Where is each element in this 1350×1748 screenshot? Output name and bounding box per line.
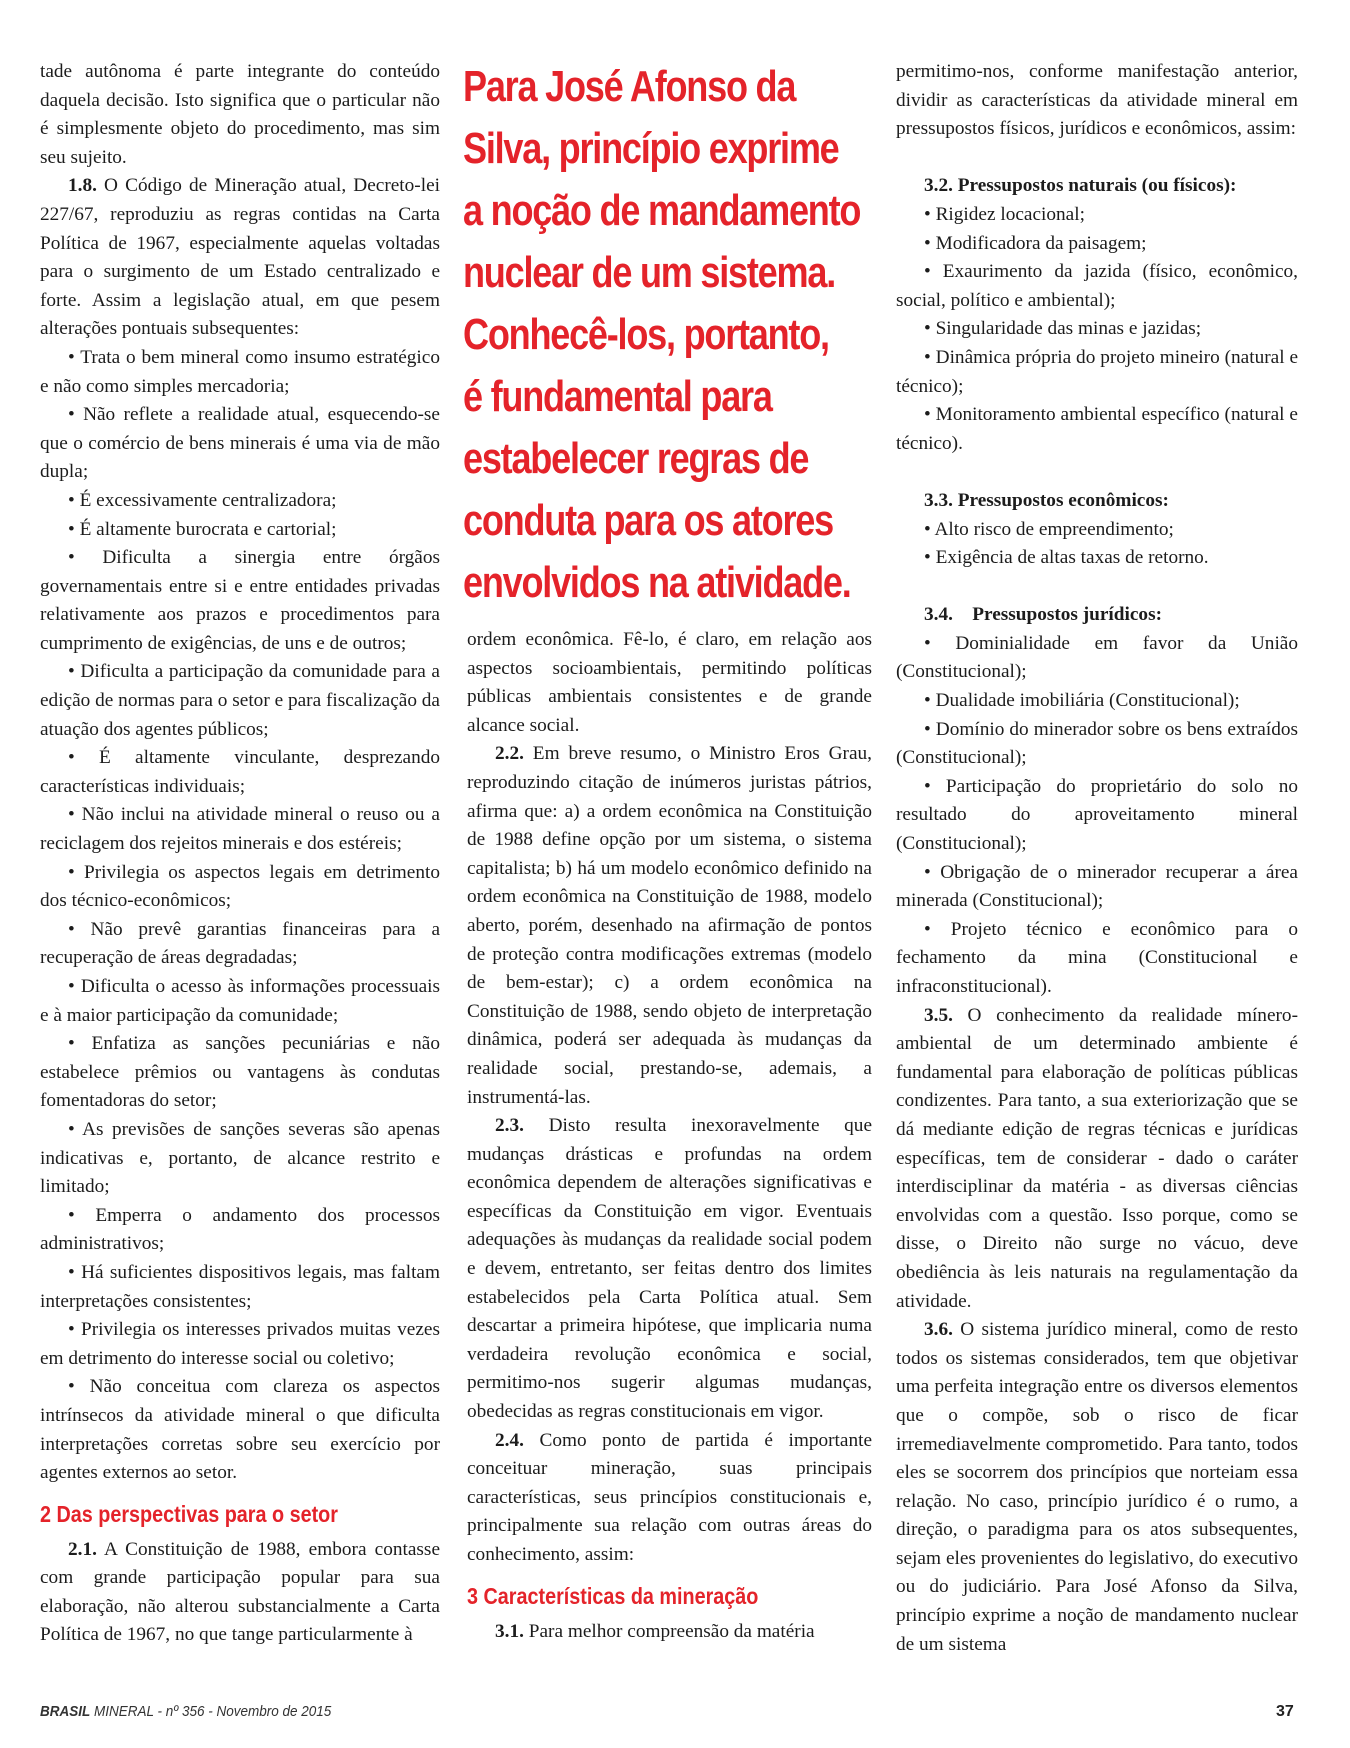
list-item: • Exigência de altas taxas de retorno. <box>924 547 1209 569</box>
list-item: • Dominialidade em favor da União (Constitucional); <box>896 632 1298 683</box>
list-item: • Não conceitua com clareza os aspectos intrínsecos da atividade mineral o que dificulta interpretações corretas sobre seu exercício por agentes externos ao setor. <box>40 1376 440 1484</box>
paragraph-number: 2.1. <box>68 1538 97 1560</box>
subheading-text: 3.3. Pressupostos econômicos: <box>924 489 1169 511</box>
list-item: • Projeto técnico e econômico para o fechamento da mina (Constitucional e infraconstitucional). <box>896 918 1298 997</box>
paragraph-number: 2.2. <box>495 743 524 765</box>
paragraph-number: 2.4. <box>495 1429 524 1451</box>
list-item: • Obrigação de o minerador recuperar a área minerada (Constitucional); <box>896 861 1298 912</box>
list-item: • Singularidade das minas e jazidas; <box>924 318 1202 340</box>
paragraph-text: A Constituição de 1988, embora contasse com grande participação popular para sua elaboração, não alterou substancialmente a Carta Política de 1967, no que tange particularmente à <box>40 1538 440 1646</box>
paragraph-2-3 <box>467 1112 872 1427</box>
issue-info: MINERAL - nº 356 - Novembro de 2015 <box>90 1703 332 1720</box>
pull-quote <box>463 56 861 614</box>
paragraph-number: 3.1. <box>495 1620 524 1642</box>
bullet-list-3-3 <box>896 516 1298 573</box>
paragraph-number: 2.3. <box>495 1115 524 1137</box>
list-item: • Exaurimento da jazida (físico, econômico, social, político e ambiental); <box>896 261 1298 311</box>
subheading-text: 3.4. Pressupostos jurídicos: <box>924 604 1162 626</box>
list-item: • Rigidez locacional; <box>924 203 1085 225</box>
bullet-list-3-4 <box>896 630 1298 1002</box>
section-heading-2: 2 Das perspectivas para o setor <box>40 1500 338 1527</box>
pull-quote-line: Conhecê-los, portanto, <box>463 310 829 359</box>
paragraph-2-4 <box>467 1427 872 1570</box>
paragraph-text: Disto resulta inexoravelmente que mudanças drásticas e profundas na ordem econômica dependem de alterações significativas e específicas da Constituição em vigor. Eventuais adequações às mudanças da realidade social podem e devem, entretanto, ser feitas dentro dos limites estabelecidos pela Carta Política atual. Sem descartar a primeira hipótese, que implicaria numa verdadeira revolução econômica e social, permitimo-nos sugerir algumas mudanças, obedecidas as regras constitucionais em vigor. <box>467 1115 872 1423</box>
paragraph: tade autônoma é parte integrante do conteúdo daquela decisão. Isto significa que o particular não é simplesmente objeto do procedimento, mas sim seu sujeito. <box>40 61 440 168</box>
pull-quote-line: Silva, princípio exprime <box>463 124 839 173</box>
list-item: • Privilegia os aspectos legais em detrimento dos técnico-econômicos; <box>40 861 440 912</box>
paragraph-1-8 <box>40 172 440 344</box>
pull-quote-line: é fundamental para <box>463 372 772 421</box>
list-item: • As previsões de sanções severas são apenas indicativas e, portanto, de alcance restrito e limitado; <box>40 1118 440 1198</box>
paragraph-text: O sistema jurídico mineral, como de resto todos os sistemas considerados, tem que objetivar uma perfeita integração entre os diversos elementos que o compõe, sob o risco de ficar irremediavelmente comprometido. Para tanto, todos eles se socorrem dos princípios que norteiam essa relação. No caso, princípio jurídico é o rumo, a direção, o paradigma para os atos subsequentes, sejam eles provenientes do legislativo, do executivo ou do judiciário. Para José Afonso da Silva, princípio exprime a noção de mandamento nuclear de um sistema <box>896 1319 1298 1655</box>
column-2 <box>463 58 872 1646</box>
paragraph-text: Em breve resumo, o Ministro Eros Grau, reproduzindo citação de inúmeros juristas pátrios, afirma que: a) a ordem econômica na Constituição de 1988 define opção por um sistema, o sistema capitalista; b) há um modelo econômico definido na ordem econômica na Constituição de 1988, modelo aberto, porém, desenhado na afirmação de pontos de proteção contra modificações extremas (modelo de bem-estar); c) a ordem econômica na Constituição de 1988, sendo objeto de interpretação dinâmica, poderá ser adequada às mudanças da realidade social, prestando-se, ademais, a instrumentá-las. <box>467 743 872 1108</box>
pull-quote-line: Para José Afonso da <box>463 62 796 111</box>
pull-quote-line: nuclear de um sistema. <box>463 248 835 297</box>
list-item: • Privilegia os interesses privados muitas vezes em detrimento do interesse social ou coletivo; <box>40 1319 440 1369</box>
magazine-name: BRASIL <box>40 1703 91 1720</box>
section-heading-3: 3 Características da mineração <box>467 1582 759 1609</box>
paragraph-text: Como ponto de partida é importante conceituar mineração, suas principais características, seus princípios constitucionais e, principalmente sua relação com outras áreas do conhecimento, assim: <box>467 1429 872 1565</box>
page-number: 37 <box>1276 1703 1294 1720</box>
subheading-3-3 <box>896 487 1298 516</box>
bullet-list <box>40 344 440 1488</box>
paragraph-2-1 <box>40 1536 440 1650</box>
paragraph-3-6 <box>896 1316 1298 1659</box>
list-item: • Alto risco de empreendimento; <box>924 518 1174 540</box>
list-item: • Participação do proprietário do solo no resultado do aproveitamento mineral (Constitucional); <box>896 775 1298 855</box>
list-item: • Não prevê garantias financeiras para a recuperação de áreas degradadas; <box>40 918 440 969</box>
paragraph-text: Para melhor compreensão da matéria <box>523 1620 815 1642</box>
list-item: • Enfatiza as sanções pecuniárias e não estabelece prêmios ou vantagens às condutas fomentadoras do setor; <box>40 1033 440 1112</box>
paragraph-text: O Código de Mineração atual, Decreto-lei 227/67, reproduziu as regras contidas na Carta Política de 1967, especialmente aquelas voltadas para o surgimento de um Estado centralizado e forte. Assim a legislação atual, em que pesem alterações pontuais subsequentes: <box>40 175 440 340</box>
paragraph-3-1 <box>467 1618 872 1647</box>
list-item: • Não reflete a realidade atual, esquecendo-se que o comércio de bens minerais é uma via de mão dupla; <box>40 404 440 483</box>
list-item: • É excessivamente centralizadora; <box>68 489 337 511</box>
column-3 <box>896 58 1298 1659</box>
pull-quote-line: estabelecer regras de <box>463 434 809 483</box>
bullet-list-3-2 <box>896 201 1298 458</box>
paragraph-text: O conhecimento da realidade mínero-ambiental de um determinado ambiente é fundamental para elaboração de políticas públicas condizentes. Para tanto, a sua exteriorização que se dá mediante edição de regras técnicas e jurídicas específicas, tem de considerar - dado o caráter interdisciplinar da matéria - as diversas ciências envolvidas com a questão. Isso porque, como se disse, o Direito não surge no vácuo, deve obediência às leis naturais na regulamentação da atividade. <box>896 1004 1298 1312</box>
list-item: • Domínio do minerador sobre os bens extraídos (Constitucional); <box>896 718 1298 769</box>
paragraph-number: 3.5. <box>924 1004 953 1026</box>
list-item: • Dificulta o acesso às informações processuais e à maior participação da comunidade; <box>40 976 440 1026</box>
list-item: • É altamente burocrata e cartorial; <box>68 518 337 540</box>
list-item: • Modificadora da paisagem; <box>924 232 1147 254</box>
list-item: • Há suficientes dispositivos legais, mas faltam interpretações consistentes; <box>40 1261 440 1312</box>
subheading-text: 3.2. Pressupostos naturais (ou físicos): <box>924 175 1237 197</box>
list-item: • Dualidade imobiliária (Constitucional); <box>924 690 1240 712</box>
paragraph: ordem econômica. Fê-lo, é claro, em relação aos aspectos socioambientais, permitindo políticas públicas ambientais consistentes e de grande alcance social. <box>467 629 872 736</box>
list-item: • Dinâmica própria do projeto mineiro (natural e técnico); <box>896 346 1298 397</box>
paragraph: permitimo-nos, conforme manifestação anterior, dividir as características da atividade mineral em pressupostos físicos, jurídicos e econômicos, assim: <box>896 61 1298 140</box>
list-item: • Trata o bem mineral como insumo estratégico e não como simples mercadoria; <box>40 346 440 397</box>
pull-quote-line: conduta para os atores <box>463 496 833 545</box>
list-item: • Dificulta a participação da comunidade para a edição de normas para o setor e para fiscalização da atuação dos agentes públicos; <box>40 661 440 740</box>
column-1 <box>40 58 440 1650</box>
paragraph-number: 3.6. <box>924 1319 953 1341</box>
subheading-3-4 <box>896 601 1298 630</box>
list-item: • Não inclui na atividade mineral o reuso ou a reciclagem dos rejeitos minerais e dos estéreis; <box>40 804 440 855</box>
subheading-3-2 <box>896 172 1298 201</box>
pull-quote-line: envolvidos na atividade. <box>463 558 851 607</box>
list-item: • Dificulta a sinergia entre órgãos governamentais entre si e entre entidades privadas relativamente aos prazos e procedimentos para cumprimento de exigências, de uns e de outros; <box>40 547 440 654</box>
paragraph-3-5 <box>896 1002 1298 1317</box>
list-item: • É altamente vinculante, desprezando características individuais; <box>40 747 440 797</box>
paragraph-2-2 <box>467 740 872 1112</box>
footer-publication-info <box>40 1703 331 1720</box>
list-item: • Monitoramento ambiental específico (natural e técnico). <box>896 404 1298 454</box>
pull-quote-line: a noção de mandamento <box>463 186 861 235</box>
list-item: • Emperra o andamento dos processos administrativos; <box>40 1204 440 1255</box>
paragraph-number: 1.8. <box>68 175 97 197</box>
